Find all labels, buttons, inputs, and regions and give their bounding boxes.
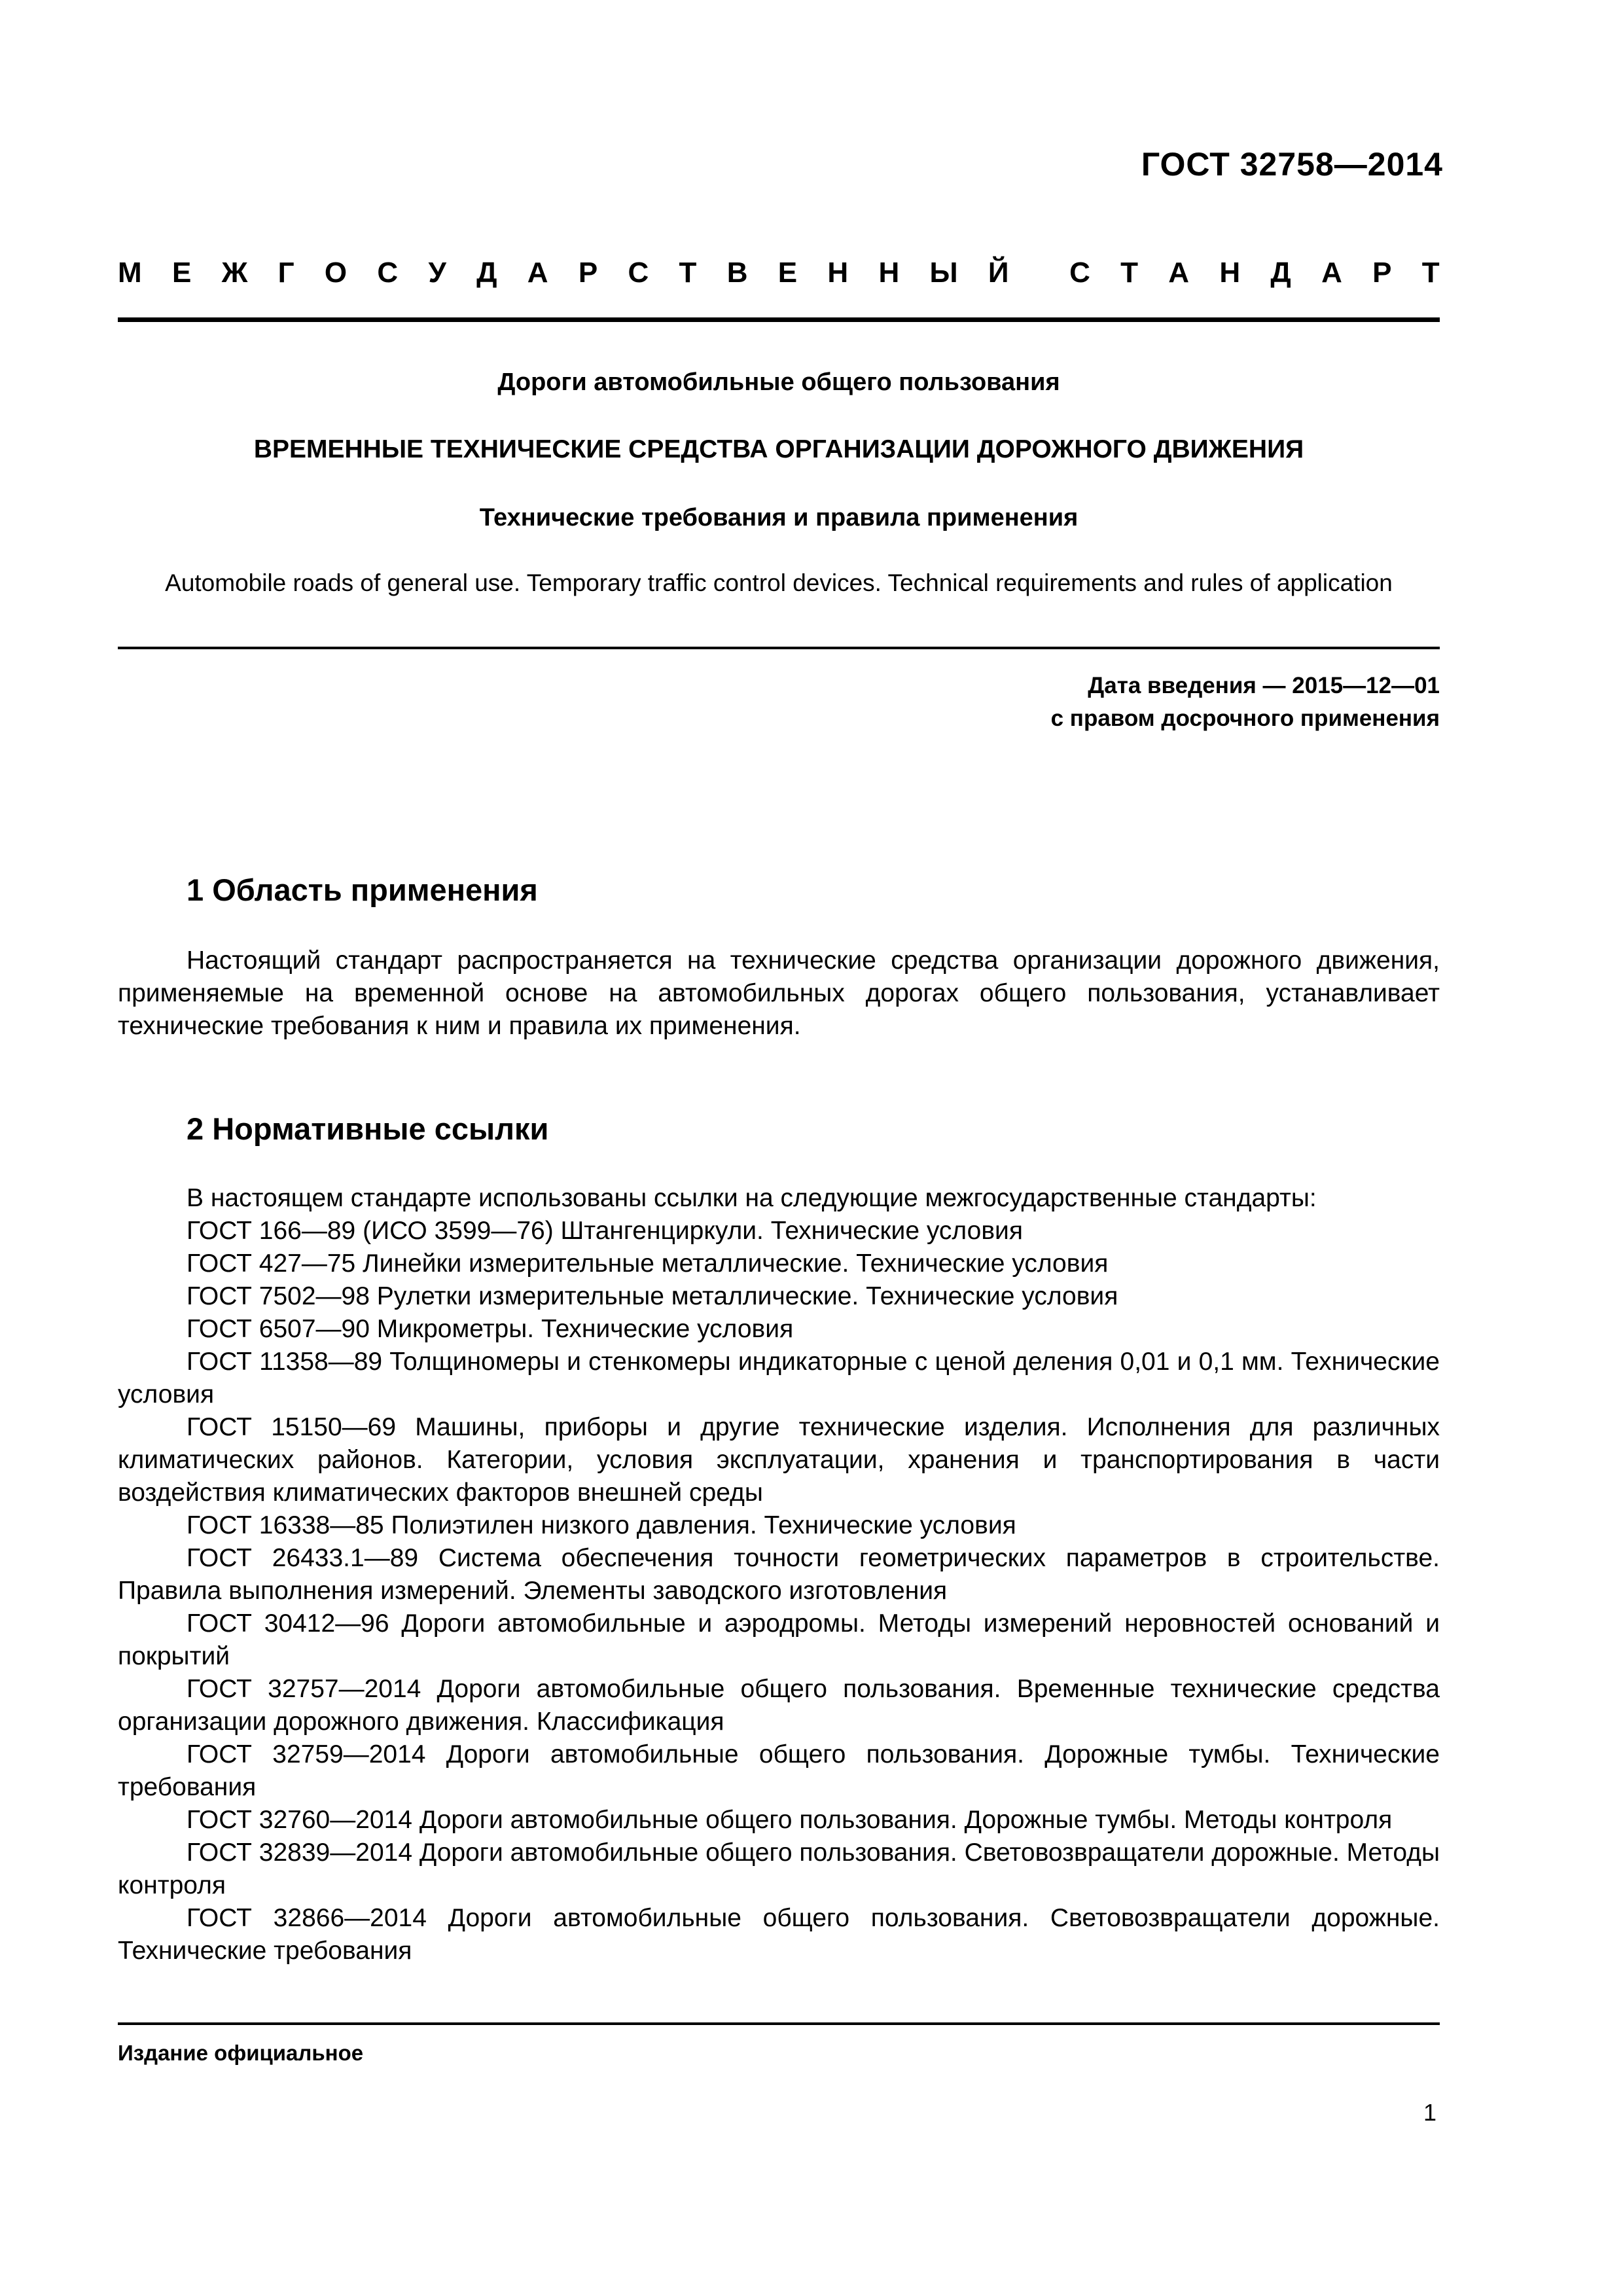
banner-letter: Р xyxy=(1372,257,1392,289)
banner-letter: А xyxy=(527,257,548,289)
banner-letter: В xyxy=(726,257,748,289)
banner-letter: Н xyxy=(827,257,849,289)
banner-letter: Н xyxy=(1219,257,1241,289)
section-2-heading: 2 Нормативные ссылки xyxy=(187,1111,549,1146)
section-1-body xyxy=(118,944,1440,1043)
official-edition-label: Издание официальное xyxy=(118,2041,364,2065)
section-2-body xyxy=(118,1182,1440,1967)
banner-letter: Г xyxy=(277,257,294,289)
section-1-heading: 1 Область применения xyxy=(187,872,538,907)
banner-letter: М xyxy=(118,257,142,289)
banner-letter: Т xyxy=(1120,257,1139,289)
banner-letter: Ж xyxy=(221,257,248,289)
reference-item: ГОСТ 32839—2014 Дороги автомобильные общего пользования. Световозвращатели дорожные. Методы контроля xyxy=(118,1839,1440,1899)
section-1-paragraph: Настоящий стандарт распространяется на технические средства организации дорожного движения, применяемые на временной основе на автомобильных дорогах общего пользования, устанавливает технические требования к ним и правила их применения. xyxy=(118,946,1440,1040)
reference-item: ГОСТ 32760—2014 Дороги автомобильные общего пользования. Дорожные тумбы. Методы контроля xyxy=(187,1806,1393,1834)
references-intro: В настоящем стандарте использованы ссылки на следующие межгосударственные стандарты: xyxy=(187,1184,1317,1212)
banner-letter: Т xyxy=(679,257,697,289)
english-title: Automobile roads of general use. Temporary traffic control devices. Technical requirements and rules of application xyxy=(165,569,1393,596)
reference-item: ГОСТ 26433.1—89 Система обеспечения точности геометрических параметров в строительстве. Правила выполнения измерений. Элементы заводского изготовления xyxy=(118,1544,1440,1605)
standard-banner xyxy=(118,257,1440,289)
reference-item: ГОСТ 32866—2014 Дороги автомобильные общего пользования. Световозвращатели дорожные. Технические требования xyxy=(118,1904,1440,1965)
reference-item: ГОСТ 32759—2014 Дороги автомобильные общего пользования. Дорожные тумбы. Технические требования xyxy=(118,1740,1440,1801)
banner-letter: Ы xyxy=(929,257,958,289)
early-application-note: с правом досрочного применения xyxy=(1050,706,1440,731)
banner-letter: Т xyxy=(1421,257,1440,289)
reference-item: ГОСТ 16338—85 Полиэтилен низкого давления. Технические условия xyxy=(187,1511,1016,1539)
title-rule xyxy=(118,647,1440,649)
intro-date: Дата введения — 2015—12—01 xyxy=(1088,673,1440,698)
banner-letter: А xyxy=(1168,257,1190,289)
header-rule xyxy=(118,317,1440,322)
banner-letter: Д xyxy=(1270,257,1291,289)
document-number: ГОСТ 32758—2014 xyxy=(1141,146,1443,183)
banner-letter: Н xyxy=(878,257,900,289)
title-line-1: Дороги автомобильные общего пользования xyxy=(497,368,1060,396)
banner-letter: С xyxy=(377,257,399,289)
banner-letter: Д xyxy=(476,257,497,289)
reference-item: ГОСТ 15150—69 Машины, приборы и другие технические изделия. Исполнения для различных климатических районов. Категории, условия эксплуатации, хранения и транспортирования в части воздействия климатических факторов внешней среды xyxy=(118,1413,1440,1507)
reference-item: ГОСТ 427—75 Линейки измерительные металлические. Технические условия xyxy=(187,1249,1109,1278)
banner-letter: А xyxy=(1321,257,1342,289)
title-line-2: ВРЕМЕННЫЕ ТЕХНИЧЕСКИЕ СРЕДСТВА ОРГАНИЗАЦИИ ДОРОЖНОГО ДВИЖЕНИЯ xyxy=(253,435,1304,463)
banner-letter: Е xyxy=(171,257,192,289)
reference-item: ГОСТ 11358—89 Толщиномеры и стенкомеры индикаторные с ценой деления 0,01 и 0,1 мм. Технические условия xyxy=(118,1348,1440,1408)
banner-letter: Й xyxy=(988,257,1009,289)
reference-item: ГОСТ 166—89 (ИСО 3599—76) Штангенциркули. Технические условия xyxy=(187,1217,1023,1245)
banner-letter: У xyxy=(428,257,446,289)
reference-item: ГОСТ 30412—96 Дороги автомобильные и аэродромы. Методы измерений неровностей оснований и покрытий xyxy=(118,1609,1440,1670)
banner-letter: О xyxy=(324,257,348,289)
reference-item: ГОСТ 32757—2014 Дороги автомобильные общего пользования. Временные технические средства организации дорожного движения. Классификация xyxy=(118,1675,1440,1736)
footer-rule xyxy=(118,2022,1440,2025)
banner-letter: С xyxy=(1069,257,1090,289)
banner-letter: Е xyxy=(777,257,798,289)
reference-item: ГОСТ 7502—98 Рулетки измерительные металлические. Технические условия xyxy=(187,1282,1118,1310)
banner-letter: Р xyxy=(578,257,598,289)
title-line-3: Технические требования и правила применения xyxy=(479,504,1079,531)
page-number: 1 xyxy=(1423,2099,1436,2126)
banner-letter: С xyxy=(628,257,649,289)
reference-item: ГОСТ 6507—90 Микрометры. Технические условия xyxy=(187,1315,794,1343)
